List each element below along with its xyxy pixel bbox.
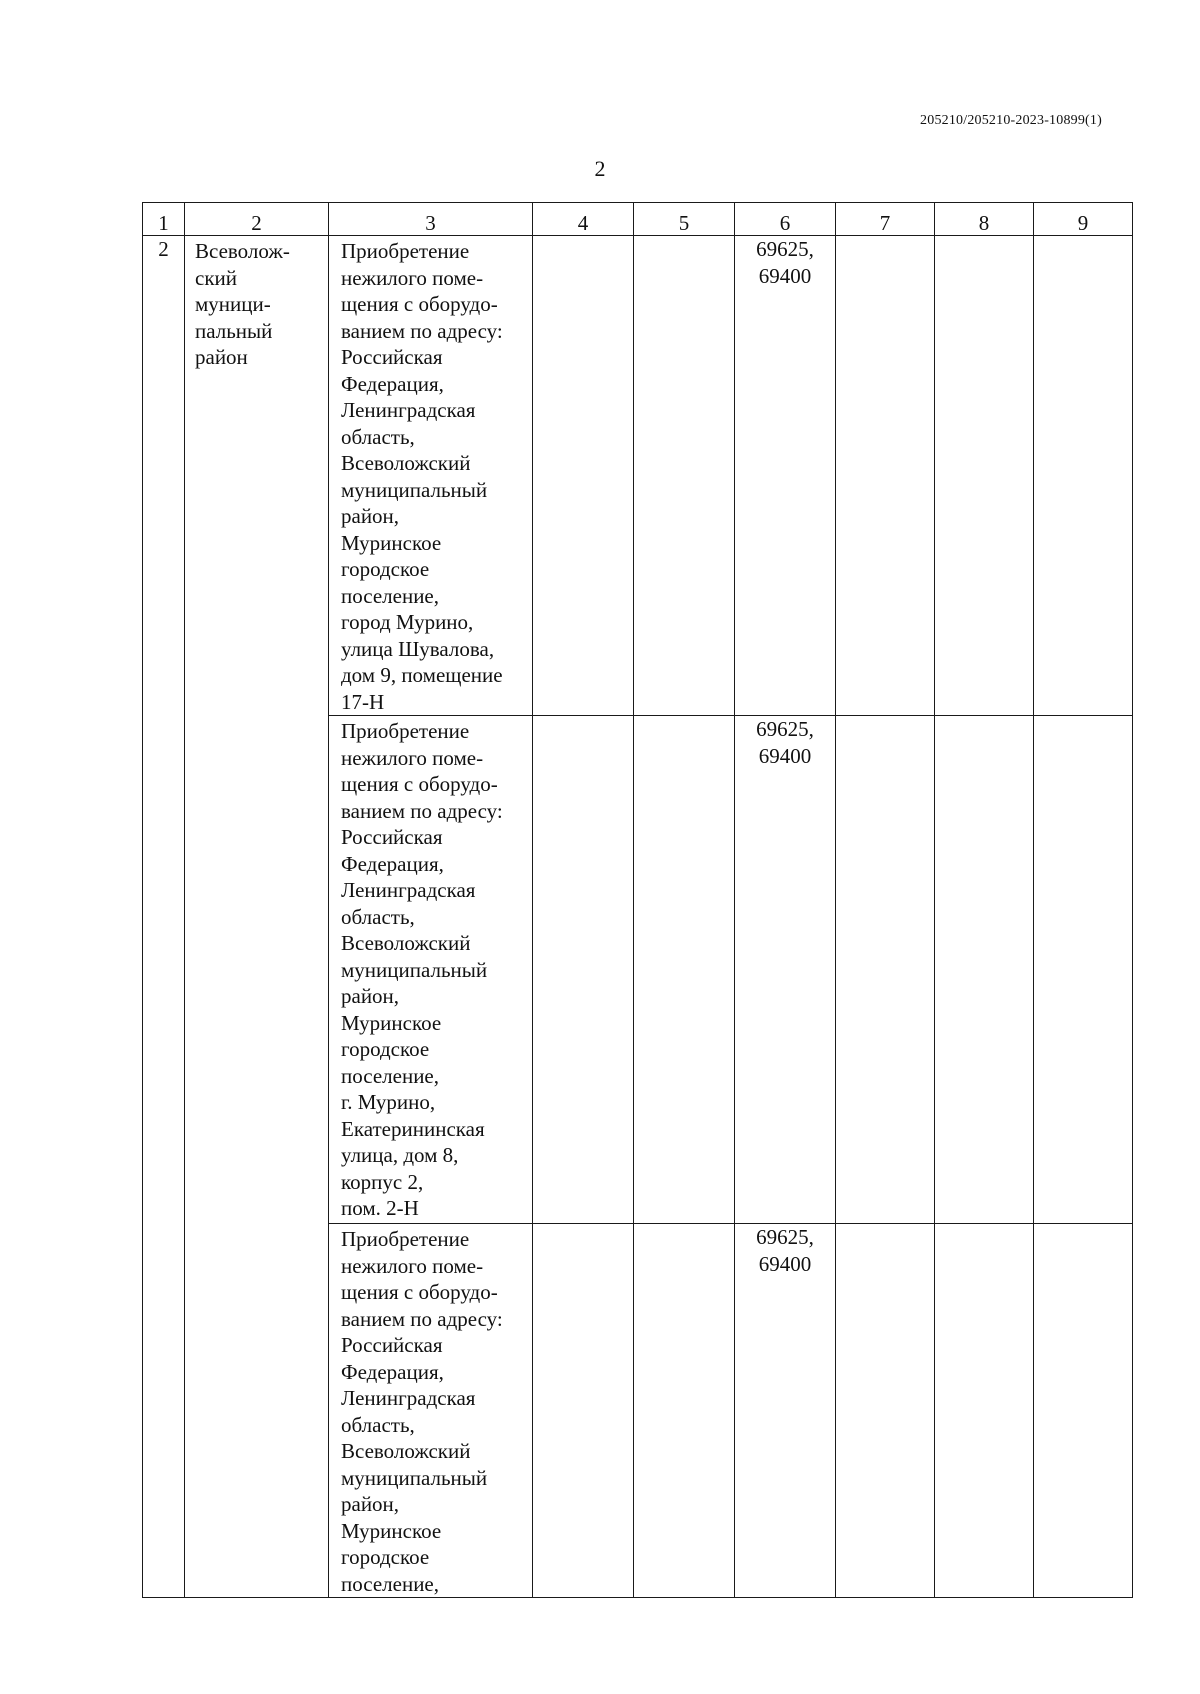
item-description: Приобретение нежилого поме- щения с оборудо- ванием по адресу: Российская Федерация, Ленинградская область, Всеволожский муниципальный район, Муринское городское поселение, город Мурино, улица Шувалова, дом 9, помещение 17-Н xyxy=(341,239,503,714)
document-id: 205210/205210-2023-10899(1) xyxy=(920,113,1102,128)
code-cell xyxy=(735,716,836,1224)
table-cell xyxy=(634,716,735,1224)
column-header: 4 xyxy=(533,203,634,236)
column-header: 3 xyxy=(329,203,533,236)
column-header: 7 xyxy=(836,203,935,236)
row-number: 2 xyxy=(158,237,169,261)
item-description: Приобретение нежилого поме- щения с оборудо- ванием по адресу: Российская Федерация, Ленинградская область, Всеволожский муниципальный район, Муринское городское поселение, г. Мурино, Екатерининская улица, дом 8, корпус 2, пом. 2-Н xyxy=(341,719,503,1220)
table-cell xyxy=(935,1224,1034,1598)
column-header: 6 xyxy=(735,203,836,236)
table-cell xyxy=(1034,716,1133,1224)
code-cell xyxy=(735,236,836,716)
table-header-row xyxy=(143,203,1133,236)
code-cell xyxy=(735,1224,836,1598)
column-header: 5 xyxy=(634,203,735,236)
table-cell xyxy=(836,716,935,1224)
column-header: 8 xyxy=(935,203,1034,236)
table-cell xyxy=(1034,236,1133,716)
column-header: 1 xyxy=(143,203,185,236)
table-cell xyxy=(836,236,935,716)
description-cell xyxy=(329,1224,533,1598)
district-cell xyxy=(185,236,329,1598)
table-cell xyxy=(1034,1224,1133,1598)
column-header: 2 xyxy=(185,203,329,236)
item-codes: 69625, 69400 xyxy=(756,717,814,768)
table-cell xyxy=(533,1224,634,1598)
table-cell xyxy=(634,236,735,716)
district-name: Всеволож- ский муници- пальный район xyxy=(195,239,290,369)
table-row xyxy=(143,236,1133,716)
data-table xyxy=(142,202,1133,1598)
item-description: Приобретение нежилого поме- щения с оборудо- ванием по адресу: Российская Федерация, Ленинградская область, Всеволожский муниципальный район, Муринское городское поселение, xyxy=(341,1227,503,1596)
table-cell xyxy=(533,716,634,1224)
table-cell xyxy=(935,716,1034,1224)
table-cell xyxy=(935,236,1034,716)
description-cell xyxy=(329,716,533,1224)
table-cell xyxy=(634,1224,735,1598)
row-number-cell xyxy=(143,236,185,1598)
description-cell xyxy=(329,236,533,716)
page-number: 2 xyxy=(594,156,606,181)
table-cell xyxy=(533,236,634,716)
table-cell xyxy=(836,1224,935,1598)
item-codes: 69625, 69400 xyxy=(756,237,814,288)
column-header: 9 xyxy=(1034,203,1133,236)
item-codes: 69625, 69400 xyxy=(756,1225,814,1276)
